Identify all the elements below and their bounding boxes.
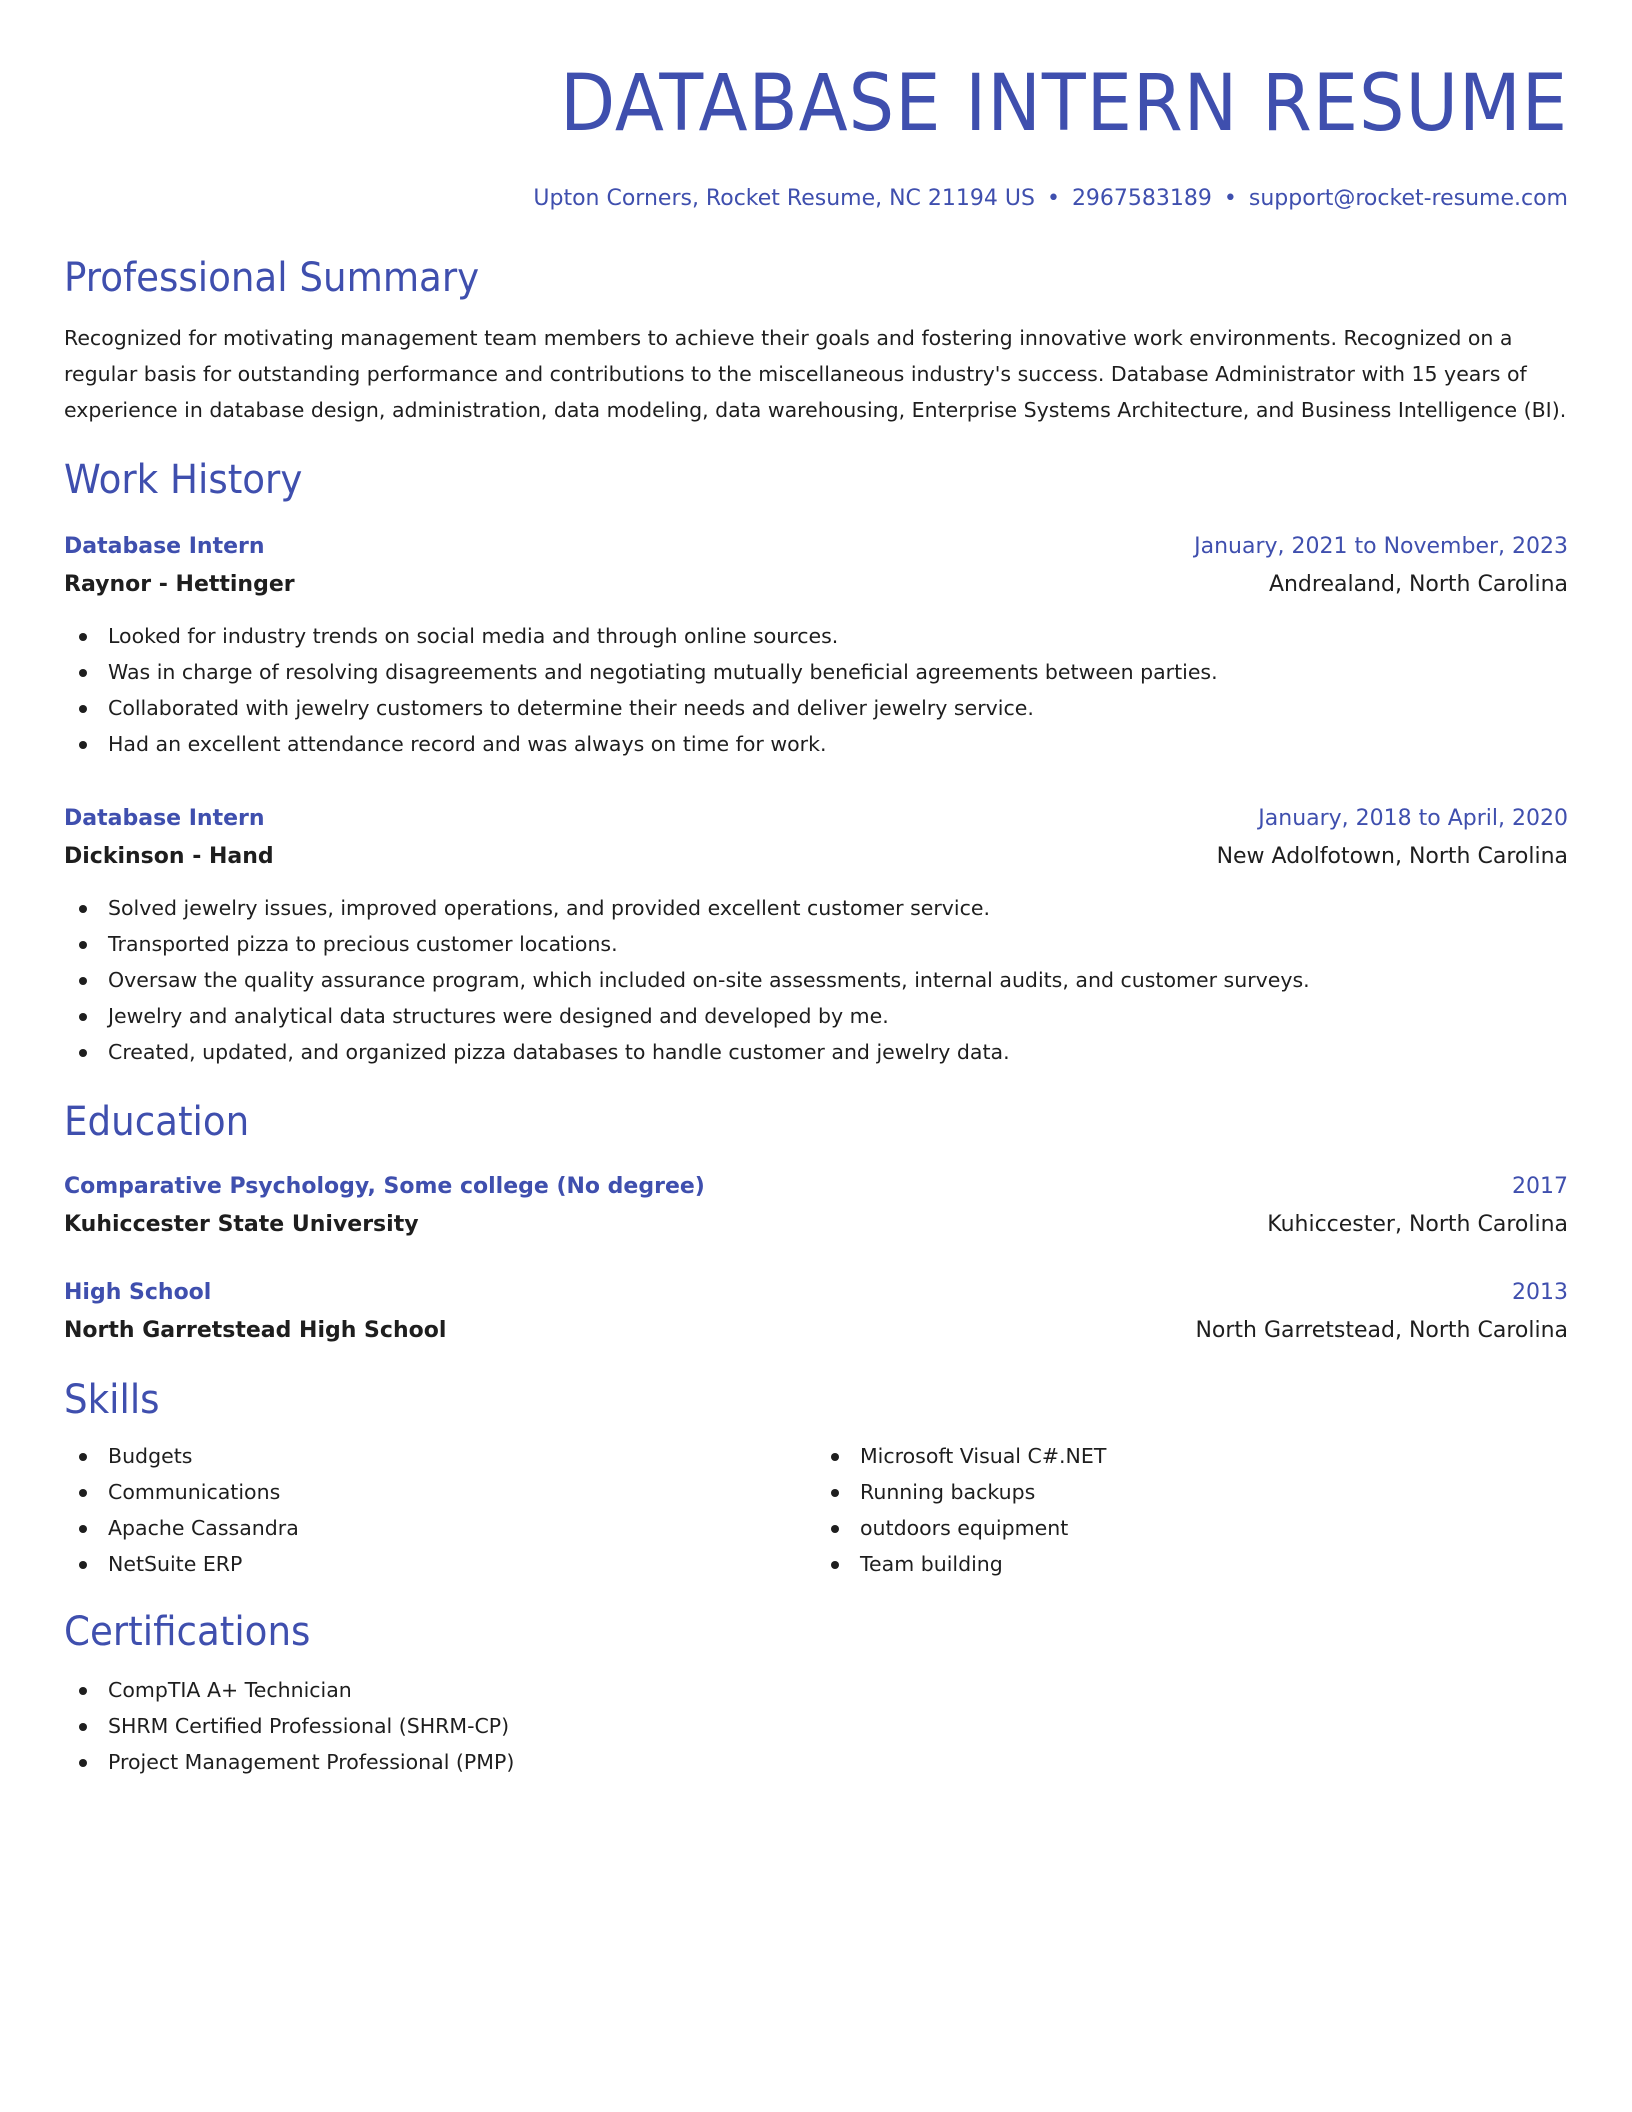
certifications-section <box>64 1606 1568 1780</box>
contact-separator: • <box>1046 186 1060 211</box>
contact-phone: 2967583189 <box>1071 186 1212 211</box>
education-entry <box>64 1274 1568 1350</box>
education-section <box>64 1096 1568 1350</box>
resume-title: DATABASE INTERN RESUME <box>559 59 1568 149</box>
list-item: Oversaw the quality assurance program, which included on-site assessments, internal audits, and customer surveys. <box>64 962 1568 998</box>
education-school: North Garretstead High School <box>64 1318 447 1343</box>
job-bullets <box>64 890 1568 1070</box>
section-title-work-history: Work History <box>64 457 303 503</box>
contact-address: Upton Corners, Rocket Resume, NC 21194 US <box>533 186 1035 211</box>
certification-item: SHRM Certified Professional (SHRM-CP) <box>64 1708 1568 1744</box>
job-company: Dickinson - Hand <box>64 844 274 869</box>
certification-item: Project Management Professional (PMP) <box>64 1744 1568 1780</box>
summary-text: Recognized for motivating management team members to achieve their goals and fostering innovative work environments. Recognized on a regular basis for outstanding performance and contributions to the miscellaneous industry's success. Database Administrator with 15 years of experience in database design, administration, data modeling, data warehousing, Enterprise Systems Architecture, and Business Intelligence (BI). <box>64 326 1567 422</box>
education-degree: Comparative Psychology, Some college (No degree) <box>64 1174 705 1199</box>
skills-grid <box>64 1438 1568 1582</box>
job-bullets <box>64 618 1568 762</box>
job-entry <box>64 800 1568 1070</box>
job-dates: January, 2018 to April, 2020 <box>1258 806 1568 831</box>
list-item: Collaborated with jewelry customers to determine their needs and deliver jewelry service. <box>64 690 1568 726</box>
list-item: Was in charge of resolving disagreements and negotiating mutually beneficial agreements between parties. <box>64 654 1568 690</box>
skills-list-right <box>816 1438 1568 1582</box>
job-title: Database Intern <box>64 534 265 559</box>
education-year: 2013 <box>1512 1280 1568 1305</box>
certifications-list <box>64 1672 1568 1780</box>
job-location: New Adolfotown, North Carolina <box>1216 844 1568 869</box>
job-title: Database Intern <box>64 806 265 831</box>
skill-item: Communications <box>64 1474 816 1510</box>
list-item: Solved jewelry issues, improved operations, and provided excellent customer service. <box>64 890 1568 926</box>
job-entry <box>64 528 1568 762</box>
section-title-skills: Skills <box>64 1377 160 1423</box>
skills-section <box>64 1374 1568 1582</box>
education-location: Kuhiccester, North Carolina <box>1267 1212 1568 1237</box>
certification-item: CompTIA A+ Technician <box>64 1672 1568 1708</box>
skill-item: Apache Cassandra <box>64 1510 816 1546</box>
skill-item: Team building <box>816 1546 1568 1582</box>
work-history-section <box>64 454 1568 1070</box>
list-item: Looked for industry trends on social media and through online sources. <box>64 618 1568 654</box>
list-item: Had an excellent attendance record and was always on time for work. <box>64 726 1568 762</box>
skills-list-left <box>64 1438 816 1582</box>
contact-email: support@rocket-resume.com <box>1248 186 1568 211</box>
job-company: Raynor - Hettinger <box>64 572 295 597</box>
section-title-education: Education <box>64 1099 250 1145</box>
contact-separator: • <box>1223 186 1237 211</box>
resume-header <box>64 56 1568 214</box>
education-location: North Garretstead, North Carolina <box>1195 1318 1568 1343</box>
education-degree: High School <box>64 1280 212 1305</box>
skill-item: Running backups <box>816 1474 1568 1510</box>
list-item: Created, updated, and organized pizza databases to handle customer and jewelry data. <box>64 1034 1568 1070</box>
section-title-certifications: Certifications <box>64 1609 311 1655</box>
summary-section <box>64 252 1568 428</box>
section-title-summary: Professional Summary <box>64 255 480 301</box>
list-item: Jewelry and analytical data structures were designed and developed by me. <box>64 998 1568 1034</box>
contact-line <box>64 184 1568 214</box>
education-school: Kuhiccester State University <box>64 1212 419 1237</box>
job-dates: January, 2021 to November, 2023 <box>1194 534 1568 559</box>
skill-item: Microsoft Visual C#.NET <box>816 1438 1568 1474</box>
skill-item: Budgets <box>64 1438 816 1474</box>
list-item: Transported pizza to precious customer locations. <box>64 926 1568 962</box>
skill-item: NetSuite ERP <box>64 1546 816 1582</box>
education-year: 2017 <box>1512 1174 1568 1199</box>
skill-item: outdoors equipment <box>816 1510 1568 1546</box>
job-location: Andrealand, North Carolina <box>1268 572 1568 597</box>
education-entry <box>64 1168 1568 1244</box>
